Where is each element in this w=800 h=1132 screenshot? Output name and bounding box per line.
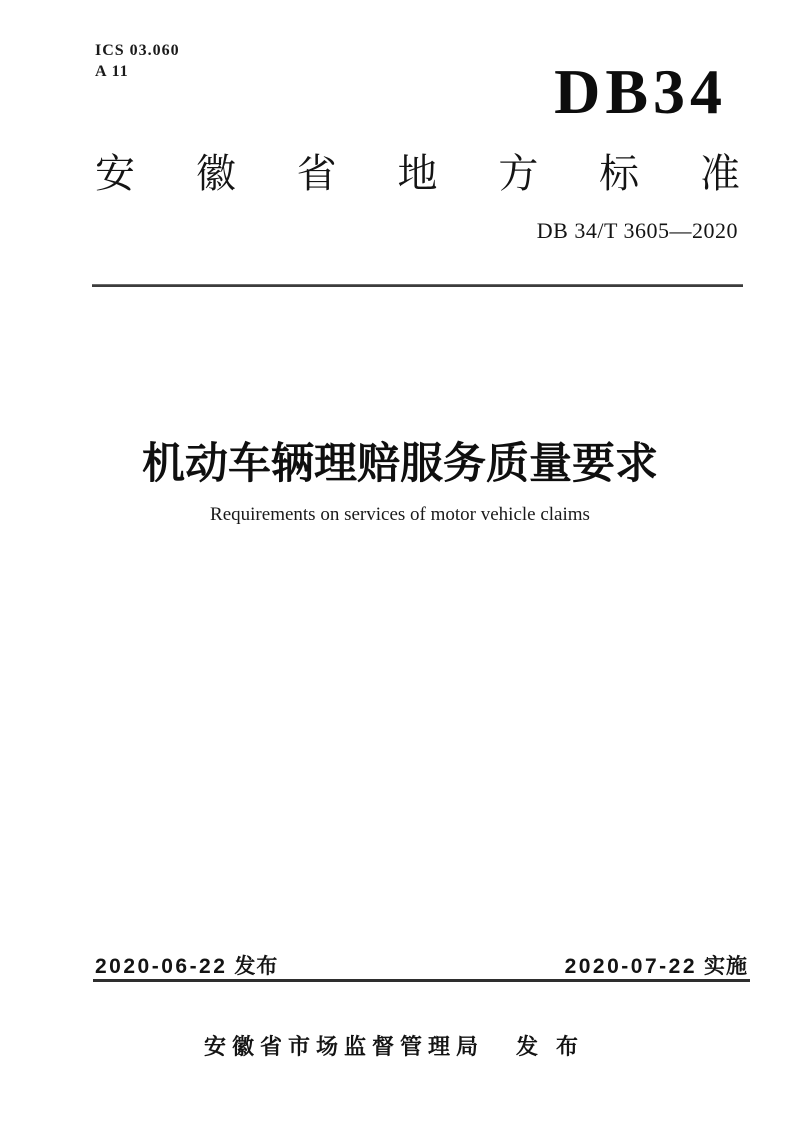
implementation-date-suffix: 实施	[704, 955, 748, 978]
footer-divider-rule	[93, 979, 750, 982]
publisher-row	[0, 1030, 800, 1061]
publish-action-label: 发布	[516, 1034, 597, 1059]
standard-name-char: 标	[599, 152, 640, 196]
ics-classification-block	[95, 40, 180, 82]
standard-system-logo: DB34	[554, 56, 727, 127]
standard-name-char: 安	[95, 152, 135, 196]
publisher-name: 安徽省市场监督管理局	[203, 1034, 484, 1059]
standard-name-char: 省	[296, 152, 337, 196]
issue-date-item	[95, 950, 278, 980]
standard-code: DB 34/T 3605—2020	[536, 218, 738, 243]
standard-name-char: 徽	[195, 152, 236, 196]
document-title-en: Requirements on services of motor vehicle claims	[210, 504, 590, 525]
dates-row	[95, 950, 748, 980]
standard-name-char: 方	[498, 152, 539, 196]
document-title-cn: 机动车辆理赔服务质量要求	[142, 440, 658, 488]
ics-code: ICS 03.060	[95, 42, 180, 59]
implementation-date-item	[565, 950, 748, 980]
standard-name-char: 准	[699, 152, 740, 196]
standard-name-char: 地	[397, 152, 438, 196]
classification-code: A 11	[95, 63, 129, 80]
header-divider-rule	[92, 284, 743, 287]
implementation-date: 2020-07-22	[564, 955, 697, 978]
issue-date-suffix: 发布	[234, 955, 279, 978]
issue-date: 2020-06-22	[95, 955, 228, 978]
standard-name-row	[95, 152, 740, 196]
